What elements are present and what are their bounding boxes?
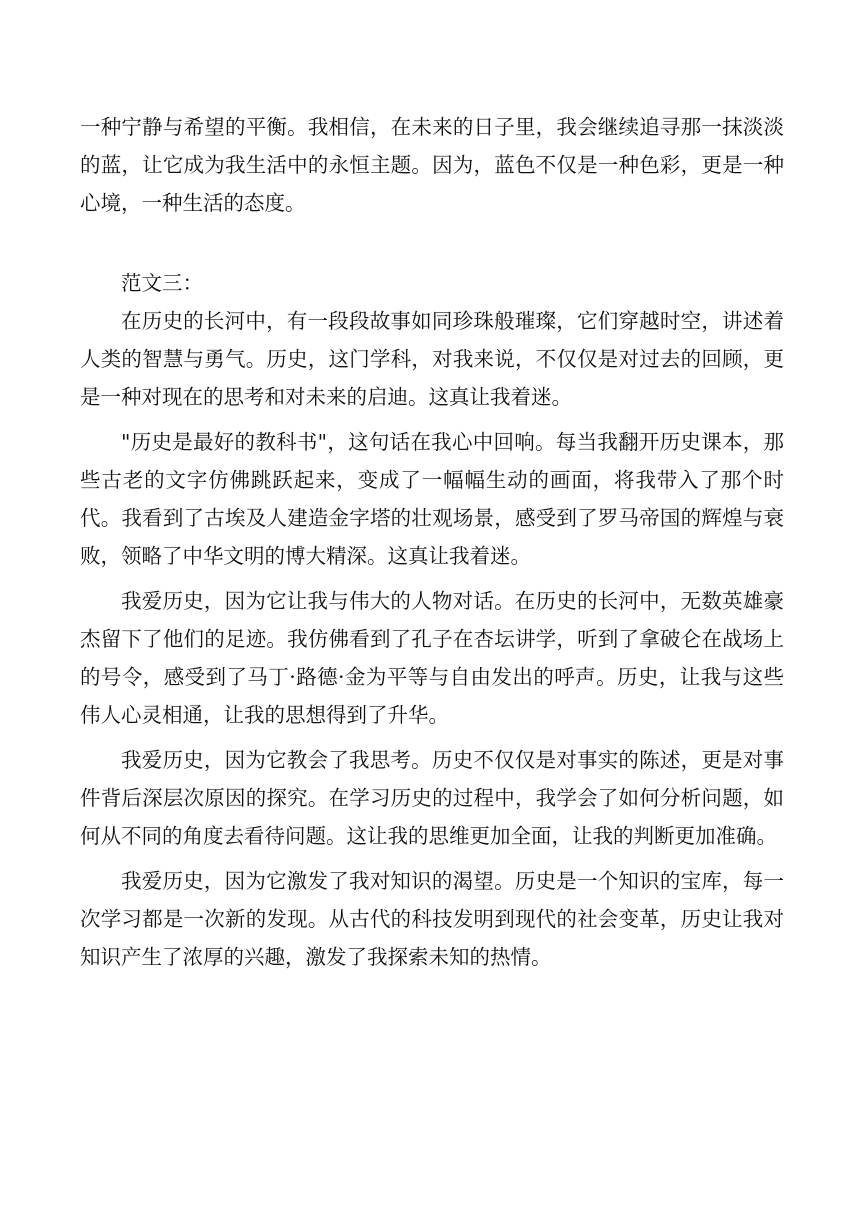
paragraph-blue-ending: 一种宁静与希望的平衡。我相信，在未来的日子里，我会继续追寻那一抹淡淡的蓝，让它成为我生活中的永恒主题。因为，蓝色不仅是一种色彩，更是一种心境，一种生活的态度。 bbox=[80, 115, 784, 215]
paragraph-history-great-people: 我爱历史，因为它让我与伟大的人物对话。在历史的长河中，无数英雄豪杰留下了他们的足迹。我仿佛看到了孔子在杏坛讲学，听到了拿破仑在战场上的号令，感受到了马丁·路德·金为平等与自由发出的呼声。历史，让我与这些伟人心灵相通，让我的思想得到了升华。 bbox=[80, 589, 784, 727]
section-heading-sample-three: 范文三： bbox=[121, 271, 203, 295]
paragraph-history-textbook: "历史是最好的教科书"，这句话在我心中回响。每当我翻开历史课本，那些古老的文字仿佛跳跃起来，变成了一幅幅生动的画面，将我带入了那个时代。我看到了古埃及人建造金字塔的壮观场景，感受到了罗马帝国的辉煌与衰败，领略了中华文明的博大精深。这真让我着迷。 bbox=[80, 430, 784, 568]
paragraph-history-thinking: 我爱历史，因为它教会了我思考。历史不仅仅是对事实的陈述，更是对事件背后深层次原因的探究。在学习历史的过程中，我学会了如何分析问题，如何从不同的角度去看待问题。这让我的思维更加全面，让我的判断更加准确。 bbox=[80, 748, 784, 848]
paragraph-history-knowledge: 我爱历史，因为它激发了我对知识的渴望。历史是一个知识的宝库，每一次学习都是一次新的发现。从古代的科技发明到现代的社会变革，历史让我对知识产生了浓厚的兴趣，激发了我探索未知的热情。 bbox=[80, 869, 784, 969]
document-page bbox=[80, 108, 784, 976]
section-gap bbox=[80, 222, 784, 264]
paragraph-history-intro: 在历史的长河中，有一段段故事如同珍珠般璀璨，它们穿越时空，讲述着人类的智慧与勇气。历史，这门学科，对我来说，不仅仅是对过去的回顾，更是一种对现在的思考和对未来的启迪。这真让我着迷。 bbox=[80, 309, 784, 409]
